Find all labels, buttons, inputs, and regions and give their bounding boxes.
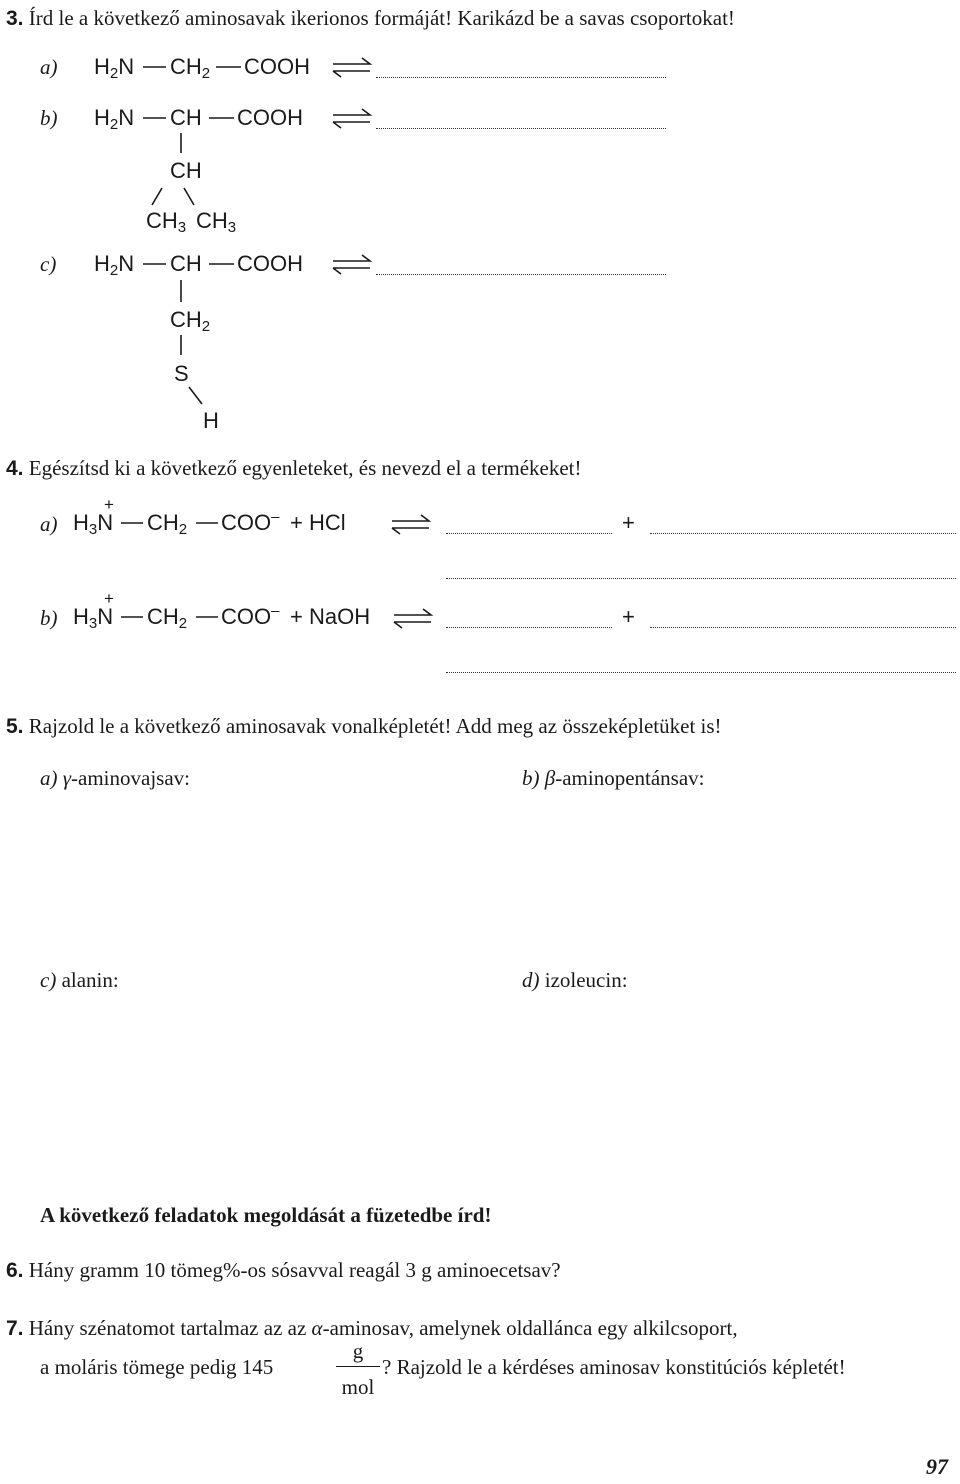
q4-a-charge-plus: + <box>104 495 114 514</box>
q4-b-charge-plus: + <box>104 589 114 608</box>
q4-a-plus: + <box>622 510 635 535</box>
q5-a-prompt: a) γ-aminovajsav: <box>40 766 190 790</box>
q3-c-label: c) <box>40 252 57 276</box>
q3-b-cooh: COOH <box>237 105 303 130</box>
q3-a-amino-group: $H_2N$ <box>94 54 135 82</box>
q3-c-ch2: $CH_2$ <box>170 307 211 335</box>
q4-a-carboxylate: COO– <box>221 508 280 535</box>
q4-b-ch2: $CH_2$ <box>147 604 188 632</box>
q3-b-methyl-2: $CH_3$ <box>196 208 237 236</box>
q3-c-answer-line[interactable] <box>376 274 666 275</box>
q7-statement-line-2b: ? Rajzold le a kérdéses aminosav konstitúciós képletét! <box>382 1355 846 1379</box>
q6-number: 6. <box>6 1259 24 1282</box>
q3-a-label: a) <box>40 55 58 79</box>
q3-number: 3. <box>6 7 24 30</box>
q3-a-ch2: $CH_2$ <box>170 54 211 82</box>
q3-b-ch: CH <box>170 105 202 130</box>
alpha-symbol: α <box>311 1316 323 1340</box>
q5-d-prompt: d) izoleucin: <box>522 968 628 992</box>
q4-a-label: a) <box>40 512 58 536</box>
q5-text: Rajzold le a következő aminosavak vonalképletét! Add meg az összeképletüket is! <box>28 714 722 738</box>
q3-c-sulfur: S <box>174 361 189 386</box>
q4-a-ammonium: $H_3N$ <box>73 510 114 538</box>
equilibrium-arrows <box>333 58 431 628</box>
q3-b-side-ch: CH <box>170 158 202 183</box>
q4-a-name-line[interactable] <box>446 578 956 579</box>
q3-c-amino-group: $H_2N$ <box>94 251 135 279</box>
q4-b-product-2-line[interactable] <box>650 627 956 628</box>
q4-number: 4. <box>6 457 24 480</box>
q4-a-ch2: $CH_2$ <box>147 510 188 538</box>
q4-b-ammonium: $H_3N$ <box>73 604 114 632</box>
q5-statement <box>6 716 722 737</box>
q6-statement <box>6 1260 561 1281</box>
notebook-instruction: A következő feladatok megoldását a füzetedbe írd! <box>40 1203 492 1227</box>
q5-number: 5. <box>6 715 24 738</box>
q3-b-amino-group: $H_2N$ <box>94 105 135 133</box>
q6-text: Hány gramm 10 tömeg%-os sósavval reagál 3 g aminoecetsav? <box>28 1258 561 1282</box>
q3-text: Írd le a következő aminosavak ikerionos formáját! Karikázd be a savas csoportokat! <box>28 6 735 30</box>
q7-statement-line-2a: a moláris tömege pedig 145 <box>40 1355 274 1379</box>
q3-c-hydrogen: H <box>203 408 219 433</box>
q3-c-cooh: COOH <box>237 251 303 276</box>
q7-number: 7. <box>6 1317 24 1340</box>
q5-b-prompt: b) β-aminopentánsav: <box>522 766 705 790</box>
q3-a-cooh: COOH <box>244 54 310 79</box>
q5-c-prompt: c) alanin: <box>40 968 119 992</box>
q4-b-product-1-line[interactable] <box>446 627 612 628</box>
q7-fraction-bar <box>336 1366 380 1367</box>
q3-b-methyl-1: $CH_3$ <box>146 208 187 236</box>
q4-b-label: b) <box>40 606 58 630</box>
q4-a-product-2-line[interactable] <box>650 533 956 534</box>
q4-statement <box>6 458 582 479</box>
q4-b-name-line[interactable] <box>446 672 956 673</box>
q4-b-plus: + <box>622 604 635 629</box>
q3-b-label: b) <box>40 106 58 130</box>
q7-fraction-denominator: mol <box>341 1375 375 1399</box>
q4-a-hcl: + HCl <box>290 510 346 535</box>
q4-b-carboxylate: COO– <box>221 602 280 629</box>
page-number: 97 <box>926 1454 948 1479</box>
q7-fraction-numerator: g <box>352 1339 364 1363</box>
q7-statement-line-1: 7. Hány szénatomot tartalmaz az az α-aminosav, amelynek oldallánca egy alkilcsoport, <box>6 1316 738 1340</box>
q4-b-naoh: + NaOH <box>290 604 371 629</box>
q4-a-product-1-line[interactable] <box>446 533 612 534</box>
q3-b-answer-line[interactable] <box>376 128 666 129</box>
q4-text: Egészítsd ki a következő egyenleteket, és nevezd el a termékeket! <box>28 456 582 480</box>
q3-c-ch: CH <box>170 251 202 276</box>
q3-a-answer-line[interactable] <box>376 77 666 78</box>
